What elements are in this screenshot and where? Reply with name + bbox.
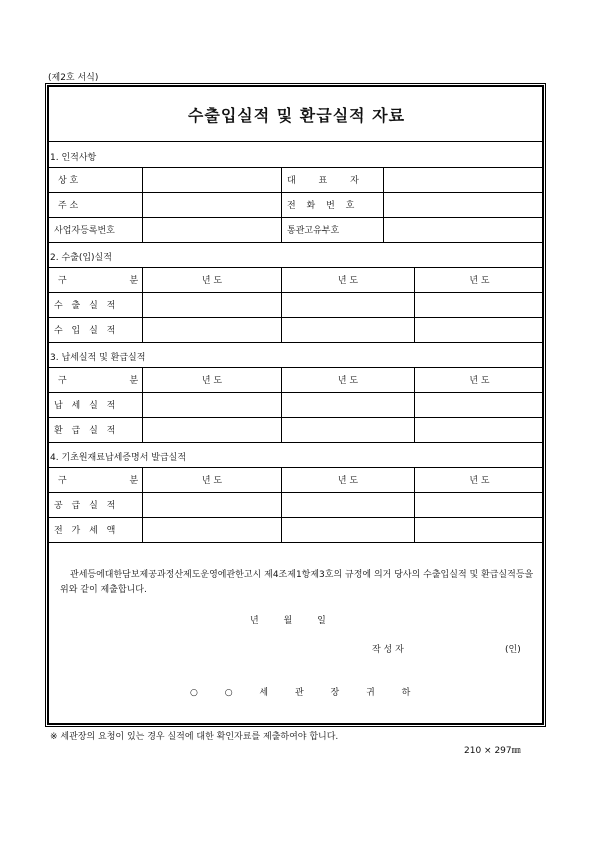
export-year1-field[interactable] [143, 293, 281, 317]
representative-label [287, 167, 383, 192]
tax-paid-row-label [54, 392, 142, 417]
export-row-label [54, 292, 142, 317]
label-text: 대 표 자 [287, 176, 369, 186]
label-text: 공 급 실 적 [54, 501, 116, 511]
label-text: 전 가 세 액 [54, 526, 116, 536]
divider [49, 342, 544, 343]
label-text: 납 세 실 적 [54, 401, 116, 411]
category-header [50, 467, 142, 492]
author-label: 작 성 자 [372, 645, 404, 655]
address-label [50, 192, 142, 217]
business-reg-label [54, 217, 142, 242]
phone-label [287, 192, 383, 217]
divider [49, 242, 544, 243]
label-text: 수 출 실 적 [54, 301, 116, 311]
import-year3-field[interactable] [415, 318, 544, 342]
label-text: 사업자등록번호 [54, 226, 115, 236]
export-year2-field[interactable] [282, 293, 414, 317]
customs-code-label [287, 217, 383, 242]
declaration-text: 관세등에대한담보제공과정산제도운영에관한고시 제4조제1항제3호의 규정에 의거 당사의 수출입실적 및 환급실적등을 위와 같이 제출합니다. [60, 570, 534, 595]
year-header: 년 도 [201, 476, 223, 486]
phone-field[interactable] [384, 193, 544, 217]
year-header: 년 도 [469, 376, 490, 386]
year-header: 년 도 [337, 276, 359, 286]
section2-heading: 2. 수출(입)실적 [50, 253, 112, 263]
business-reg-field[interactable] [143, 218, 281, 242]
divider [49, 442, 544, 443]
divider [49, 542, 544, 543]
company-name-field[interactable] [143, 168, 281, 192]
label-text: 구 분 [58, 376, 139, 386]
label-text: 구 분 [58, 276, 139, 286]
representative-field[interactable] [384, 168, 544, 192]
address-field[interactable] [143, 193, 281, 217]
tax-paid-year3-field[interactable] [415, 393, 544, 417]
year-header: 년 도 [337, 376, 359, 386]
form-number: (제2호 서식) [48, 73, 99, 83]
export-year3-field[interactable] [415, 293, 544, 317]
passed-tax-year2-field[interactable] [282, 518, 414, 542]
refund-year3-field[interactable] [415, 418, 544, 442]
supply-row-label [54, 492, 142, 517]
divider [49, 141, 544, 142]
year-header: 년 도 [201, 276, 223, 286]
label-text: 구 분 [58, 476, 139, 486]
refund-year2-field[interactable] [282, 418, 414, 442]
footnote: ※ 세관장의 요청이 있는 경우 실적에 대한 확인자료를 제출하여야 합니다. [50, 732, 339, 742]
label-text: 환 급 실 적 [54, 426, 116, 436]
tax-paid-year2-field[interactable] [282, 393, 414, 417]
refund-year1-field[interactable] [143, 418, 281, 442]
year-header: 년 도 [469, 276, 490, 286]
label-text: 전 화 번 호 [287, 201, 359, 211]
section4-heading: 4. 기초원재료납세증명서 발급실적 [50, 453, 187, 463]
tax-paid-year1-field[interactable] [143, 393, 281, 417]
date-line: 년 월 일 [250, 616, 326, 626]
divider [281, 167, 282, 242]
section1-heading: 1. 인적사항 [50, 153, 97, 163]
import-year2-field[interactable] [282, 318, 414, 342]
label-text: 상 호 [58, 176, 79, 186]
passed-tax-year3-field[interactable] [415, 518, 544, 542]
section3-heading: 3. 납세실적 및 환급실적 [50, 353, 146, 363]
year-header: 년 도 [469, 476, 490, 486]
category-header [50, 367, 142, 392]
import-row-label [54, 317, 142, 342]
year-header: 년 도 [337, 476, 359, 486]
passed-tax-row-label [54, 517, 142, 542]
label-text: 통관고유부호 [287, 226, 340, 236]
import-year1-field[interactable] [143, 318, 281, 342]
paper-size: 210 × 297㎜ [464, 746, 521, 756]
passed-tax-year1-field[interactable] [143, 518, 281, 542]
seal-label: (인) [505, 645, 521, 655]
supply-year3-field[interactable] [415, 493, 544, 517]
addressee: ○ ○ 세 관 장 귀 하 [190, 688, 411, 698]
company-name-label [50, 167, 142, 192]
label-text: 수 입 실 적 [54, 326, 116, 336]
supply-year2-field[interactable] [282, 493, 414, 517]
year-header: 년 도 [201, 376, 223, 386]
refund-row-label [54, 417, 142, 442]
supply-year1-field[interactable] [143, 493, 281, 517]
customs-code-field[interactable] [384, 218, 544, 242]
document-title: 수출입실적 및 환급실적 자료 [187, 105, 406, 125]
category-header [50, 267, 142, 292]
label-text: 주 소 [58, 201, 79, 211]
